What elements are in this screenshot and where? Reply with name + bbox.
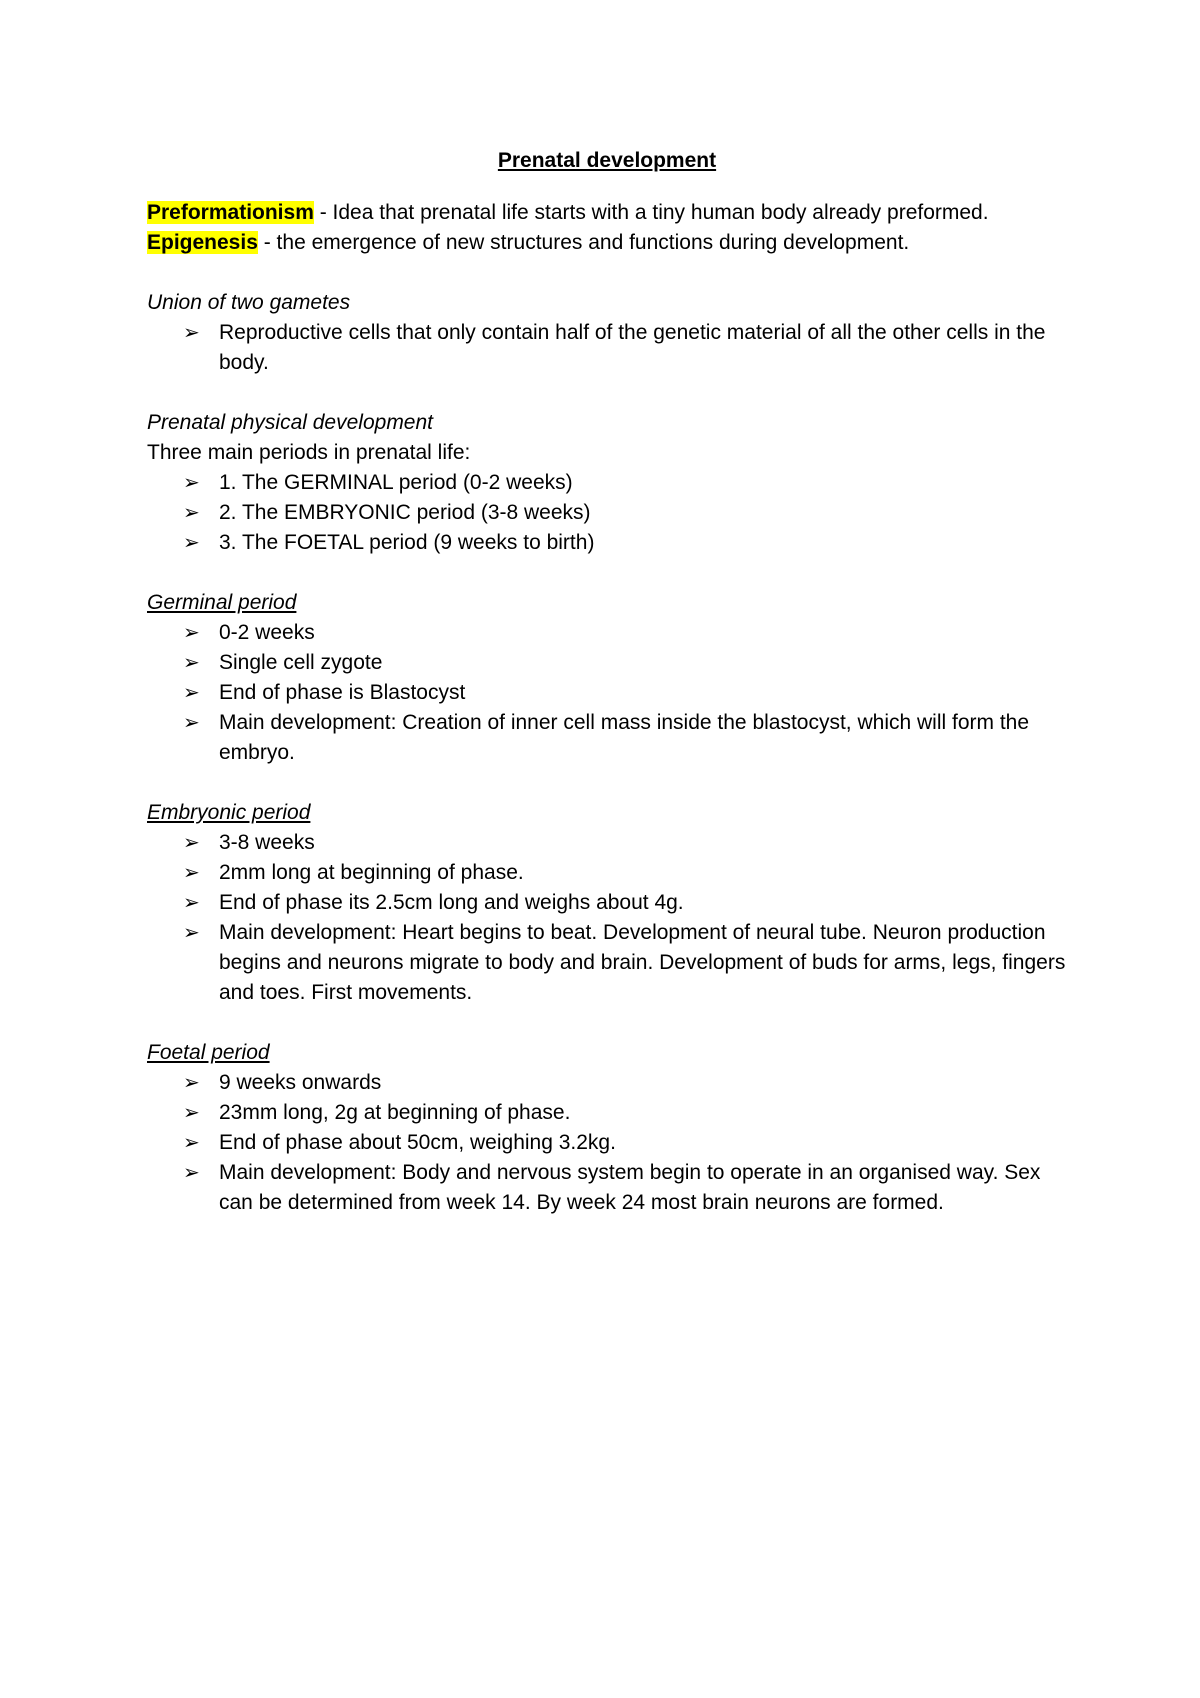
list-item — [183, 318, 1077, 378]
spacer — [147, 768, 1077, 798]
arrow-bullet-icon: ➢ — [183, 712, 200, 734]
document-body — [147, 146, 1077, 1218]
list-item — [183, 1068, 1077, 1098]
arrow-bullet-icon: ➢ — [183, 682, 200, 704]
arrow-bullet-icon: ➢ — [183, 1132, 200, 1154]
arrow-bullet-icon: ➢ — [183, 652, 200, 674]
list-item — [183, 708, 1077, 768]
list-item — [183, 618, 1077, 648]
arrow-bullet-icon: ➢ — [183, 1072, 200, 1094]
list-item-text: End of phase about 50cm, weighing 3.2kg. — [219, 1131, 616, 1154]
list-item-text: End of phase its 2.5cm long and weighs about 4g. — [219, 891, 684, 914]
arrow-bullet-icon: ➢ — [183, 862, 200, 884]
list-item-text: 0-2 weeks — [219, 621, 315, 644]
bullet-list-germinal — [147, 618, 1077, 768]
section-heading-foetal: Foetal period — [147, 1041, 270, 1064]
arrow-bullet-icon: ➢ — [183, 502, 200, 524]
arrow-bullet-icon: ➢ — [183, 1162, 200, 1184]
list-item — [183, 1158, 1077, 1218]
term-highlight: Epigenesis — [147, 231, 258, 254]
bullet-list-gametes — [147, 318, 1077, 378]
bullet-list-physical — [147, 468, 1077, 558]
term-highlight: Preformationism — [147, 201, 314, 224]
definition-epigenesis — [147, 228, 1077, 258]
section-heading-germinal: Germinal period — [147, 591, 297, 614]
list-item — [183, 828, 1077, 858]
spacer — [147, 558, 1077, 588]
arrow-bullet-icon: ➢ — [183, 832, 200, 854]
definition-text: - Idea that prenatal life starts with a tiny human body already preformed. — [313, 201, 989, 224]
list-item-text: 9 weeks onwards — [219, 1071, 382, 1094]
arrow-bullet-icon: ➢ — [183, 532, 200, 554]
list-item — [183, 1098, 1077, 1128]
spacer — [147, 1008, 1077, 1038]
list-item-text: End of phase is Blastocyst — [219, 681, 466, 704]
arrow-bullet-icon: ➢ — [183, 892, 200, 914]
list-item-text: Main development: Body and nervous system begin to operate in an organised way. Sex can be determined from week 14. By week 24 most brain neurons are formed. — [219, 1161, 1041, 1214]
list-item — [183, 918, 1077, 1008]
list-item-text: Main development: Heart begins to beat. Development of neural tube. Neuron production begins and neurons migrate to body and brain. Development of buds for arms, legs, fingers and toes. First movements. — [219, 921, 1066, 1004]
list-item-text: 1. The GERMINAL period (0-2 weeks) — [219, 471, 573, 494]
list-item — [183, 528, 1077, 558]
spacer — [147, 378, 1077, 408]
list-item-text: 3-8 weeks — [219, 831, 315, 854]
arrow-bullet-icon: ➢ — [183, 622, 200, 644]
list-item — [183, 888, 1077, 918]
list-item-text: Single cell zygote — [219, 651, 383, 674]
arrow-bullet-icon: ➢ — [183, 922, 200, 944]
section-heading-physical: Prenatal physical development — [147, 411, 434, 434]
list-item-text: Main development: Creation of inner cell mass inside the blastocyst, which will form the embryo. — [219, 711, 1030, 764]
list-item — [183, 648, 1077, 678]
arrow-bullet-icon: ➢ — [183, 472, 200, 494]
list-item-text: 23mm long, 2g at beginning of phase. — [219, 1101, 571, 1124]
list-item — [183, 498, 1077, 528]
arrow-bullet-icon: ➢ — [183, 322, 200, 344]
definition-preformationism — [147, 198, 1077, 228]
definition-text: - the emergence of new structures and functions during development. — [257, 231, 910, 254]
list-item — [183, 678, 1077, 708]
section-intro-physical: Three main periods in prenatal life: — [147, 441, 471, 464]
list-item-text: Reproductive cells that only contain half of the genetic material of all the other cells in the body. — [219, 321, 1046, 374]
arrow-bullet-icon: ➢ — [183, 1102, 200, 1124]
section-heading-gametes: Union of two gametes — [147, 291, 351, 314]
list-item — [183, 858, 1077, 888]
list-item-text: 2mm long at beginning of phase. — [219, 861, 524, 884]
list-item-text: 3. The FOETAL period (9 weeks to birth) — [219, 531, 595, 554]
spacer — [147, 258, 1077, 288]
list-item — [183, 1128, 1077, 1158]
page-title: Prenatal development — [497, 149, 717, 172]
bullet-list-foetal — [147, 1068, 1077, 1218]
section-heading-embryonic: Embryonic period — [147, 801, 311, 824]
list-item — [183, 468, 1077, 498]
list-item-text: 2. The EMBRYONIC period (3-8 weeks) — [219, 501, 591, 524]
bullet-list-embryonic — [147, 828, 1077, 1008]
